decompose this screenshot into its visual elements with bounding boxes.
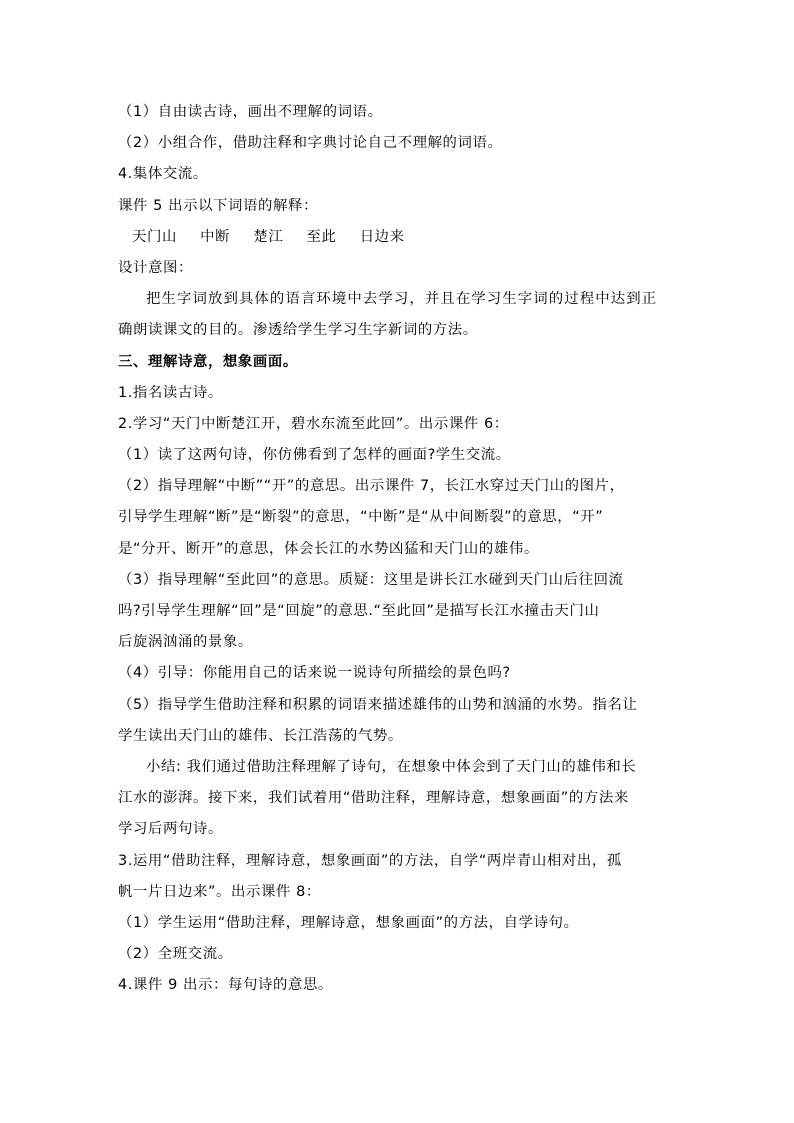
sub-step-3: （3）指导理解“至此回”的意思。质疑：这里是讲长江水碰到天门山后往回流	[118, 571, 624, 588]
document-body	[118, 97, 683, 1001]
vocab-list	[118, 222, 683, 253]
sub-step-2: （2）指导理解“中断”“开”的意思。出示课件 7，长江水穿过天门山的图片，	[118, 478, 625, 495]
summary-text-cont: 学习后两句诗。	[118, 821, 223, 838]
design-intent-heading: 设计意图：	[118, 259, 193, 276]
sub-step-4: （4）引导：你能用自己的话来说一说诗句所描绘的景色吗?	[118, 665, 511, 682]
sub-step-3-cont: 后旋涡汹涌的景象。	[118, 634, 253, 651]
step-courseware-9: 4.课件 9 出示：每句诗的意思。	[118, 977, 333, 994]
design-intent-text-cont: 确朗读课文的目的。渗透给学生学习生字新词的方法。	[118, 322, 478, 339]
sub-step-1: （1）读了这两句诗，你仿佛看到了怎样的画面?学生交流。	[118, 447, 511, 464]
sub-step-class-exchange: （2）全班交流。	[118, 946, 233, 963]
sub-step-self-study: （1）学生运用“借助注释，理解诗意，想象画面”的方法，自学诗句。	[118, 914, 579, 931]
section-heading: 三、理解诗意，想象画面。	[118, 353, 298, 370]
step-2-group-work: （2）小组合作，借助注释和字典讨论自己不理解的词语。	[118, 135, 503, 152]
vocab-word: 日边来	[359, 228, 405, 245]
step-read-aloud: 1.指名读古诗。	[118, 384, 223, 401]
step-apply-method: 3.运用“借助注释，理解诗意，想象画面”的方法，自学“两岸青山相对出，孤	[118, 852, 622, 869]
step-learn-lines: 2.学习“天门中断楚江开，碧水东流至此回”。出示课件 6：	[118, 415, 509, 432]
sub-step-5-cont: 学生读出天门山的雄伟、长江浩荡的气势。	[118, 727, 403, 744]
sub-step-5: （5）指导学生借助注释和积累的词语来描述雄伟的山势和汹涌的水势。指名让	[118, 696, 638, 713]
step-1-read-poem: （1）自由读古诗，画出不理解的词语。	[118, 104, 383, 120]
vocab-word: 楚江	[253, 228, 284, 245]
design-intent-text: 把生字词放到具体的语言环境中去学习，并且在学习生字词的过程中达到正	[146, 291, 658, 308]
step-apply-method-cont: 帆一片日边来”。出示课件 8：	[118, 883, 321, 900]
sub-step-2-cont: 是“分开、断开”的意思，体会长江的水势凶猛和天门山的雄伟。	[118, 540, 539, 557]
vocab-word: 至此	[306, 228, 337, 245]
courseware-5-intro: 课件 5 出示以下词语的解释：	[118, 197, 318, 214]
step-4-group-exchange: 4.集体交流。	[118, 166, 208, 183]
summary-text-cont: 江水的澎湃。接下来，我们试着用“借助注释，理解诗意，想象画面”的方法来	[118, 790, 629, 807]
sub-step-3-cont: 吗?引导学生理解“回”是“回旋”的意思.“至此回”是描写长江水撞击天门山	[118, 603, 600, 619]
sub-step-2-cont: 引导学生理解“断”是“断裂”的意思，“中断”是“从中间断裂”的意思，“开”	[118, 509, 604, 526]
summary-text: 小结: 我们通过借助注释理解了诗句，在想象中体会到了天门山的雄伟和长	[146, 758, 637, 775]
vocab-word: 天门山	[132, 228, 177, 245]
vocab-word: 中断	[200, 228, 231, 245]
